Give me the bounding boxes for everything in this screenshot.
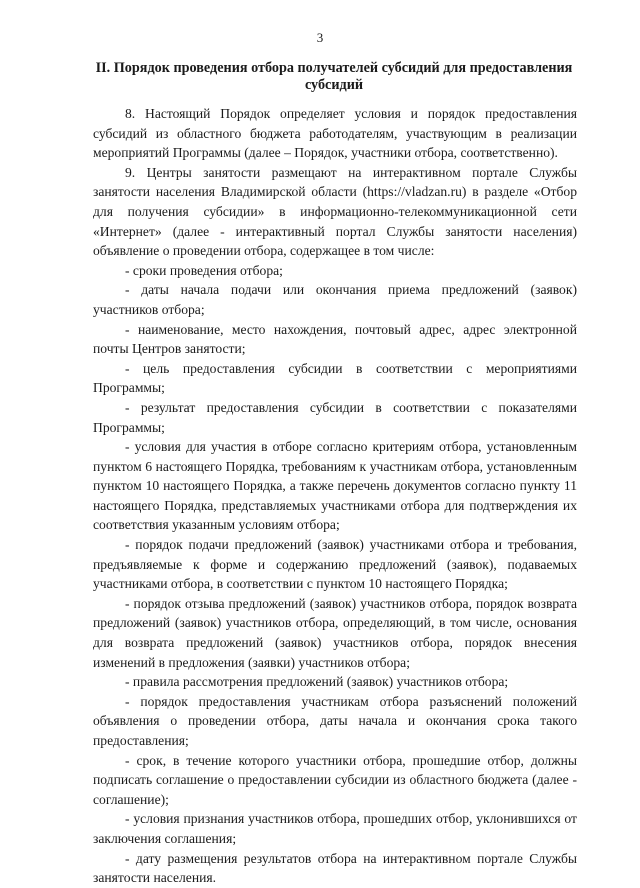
list-item: - дату размещения результатов отбора на интерактивном портале Службы занятости населения. bbox=[93, 850, 577, 886]
list-item: - условия для участия в отборе согласно критериям отбора, установленным пунктом 6 настоящего Порядка, требованиям к участникам отбора, установленным пунктом 10 настоящего Порядка, а также перечень документов согласно пункту 11 настоящего Порядка, представляемых участниками отбора для подтверждения их соответствия указанным условиям отбора; bbox=[93, 439, 577, 533]
page-number: 3 bbox=[316, 30, 324, 45]
list-item: - срок, в течение которого участники отбора, прошедшие отбор, должны подписать соглашение о предоставлении субсидии из областного бюджета (далее - соглашение); bbox=[93, 752, 577, 807]
list-item: - наименование, место нахождения, почтовый адрес, адрес электронной почты Центров занятости; bbox=[93, 321, 577, 357]
paragraph-8: 8. Настоящий Порядок определяет условия и порядок предоставления субсидий из областного бюджета работодателям, участвующим в реализации мероприятий Программы (далее – Порядок, участники отбора, соответственно). bbox=[93, 106, 577, 161]
list-item: - результат предоставления субсидии в соответствии с показателями Программы; bbox=[93, 399, 577, 435]
section-title: II. Порядок проведения отбора получателей субсидий для предоставления субсидий bbox=[95, 60, 573, 93]
list-item: - правила рассмотрения предложений (заявок) участников отбора; bbox=[125, 674, 509, 690]
list-item: - порядок отзыва предложений (заявок) участников отбора, порядок возврата предложений (заявок) участников отбора, определяющий, в том числе, основания для возврата предложений (заявок) участников отбора, порядок внесения изменений в предложения (заявки) участников отбора; bbox=[93, 595, 577, 670]
list-item: - цель предоставления субсидии в соответствии с мероприятиями Программы; bbox=[93, 360, 577, 396]
document-body bbox=[93, 104, 577, 888]
list-item: - порядок предоставления участникам отбора разъяснений положений объявления о проведении отбора, даты начала и окончания срока такого предоставления; bbox=[93, 693, 577, 748]
list-item: - условия признания участников отбора, прошедших отбор, уклонившихся от заключения соглашения; bbox=[93, 811, 577, 846]
paragraph-9: 9. Центры занятости размещают на интерактивном портале Службы занятости населения Владимирской области (https://vladzan.ru) в разделе «Отбор для получения субсидии» в информационно-телекоммуникационной сети «Интернет» (далее - интерактивный портал Службы занятости населения) объявление о проведении отбора, содержащее в том числе: bbox=[93, 164, 577, 259]
list-item: - порядок подачи предложений (заявок) участниками отбора и требования, предъявляемые к форме и содержанию предложений (заявок), подаваемых участниками отбора, в соответствии с пунктом 10 настоящего Порядка; bbox=[93, 537, 577, 592]
list-item: - сроки проведения отбора; bbox=[125, 262, 283, 278]
list-item: - даты начала подачи или окончания приема предложений (заявок) участников отбора; bbox=[93, 282, 577, 317]
